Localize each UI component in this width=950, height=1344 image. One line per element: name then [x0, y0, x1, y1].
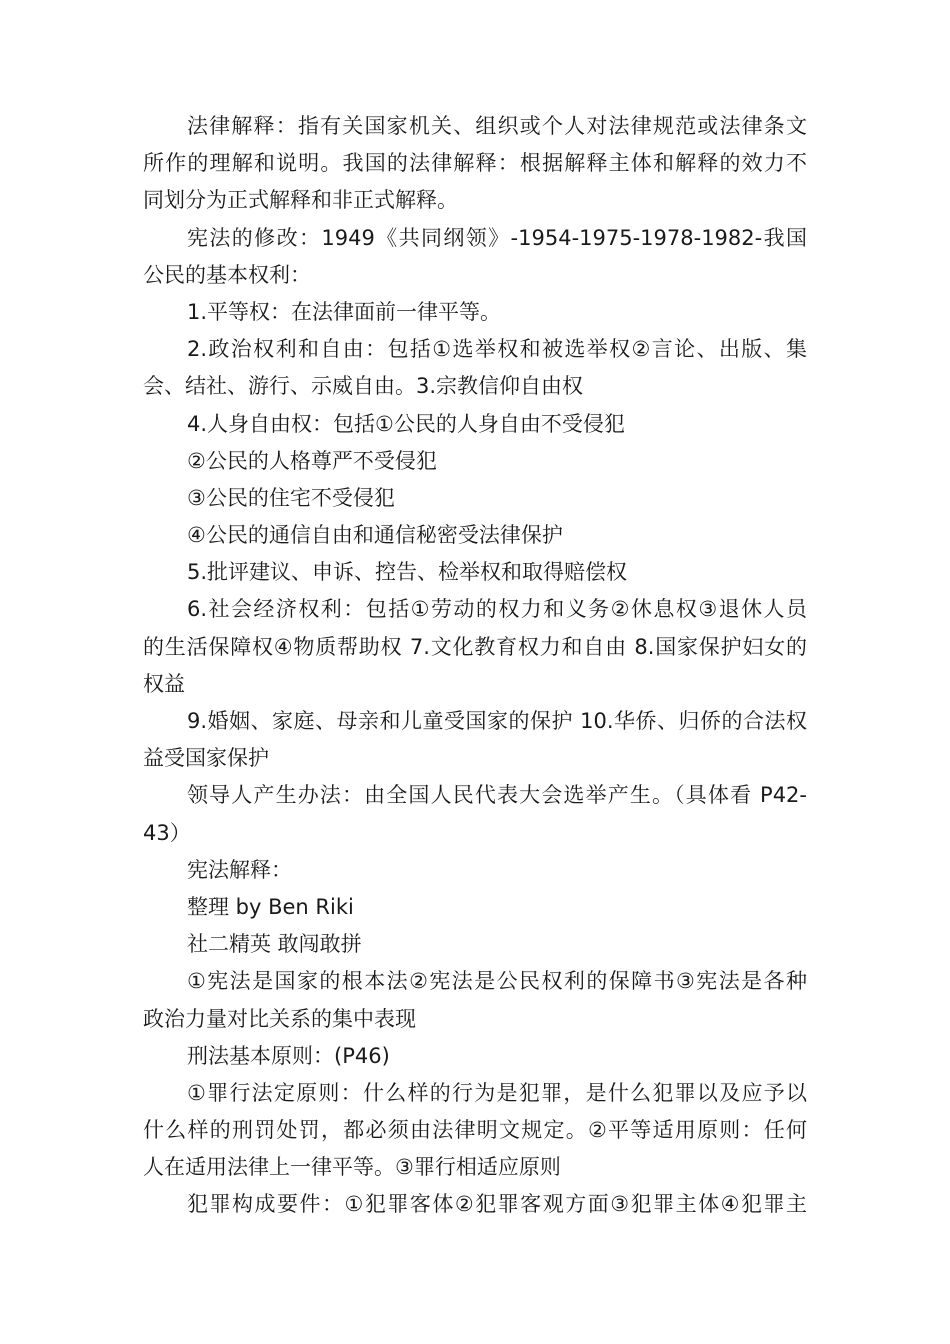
text-line: 权益: [143, 671, 185, 696]
text-line: 9.婚姻、家庭、母亲和儿童受国家的保护 10.华侨、归侨的合法权: [187, 709, 807, 733]
text-line: 宪法解释：: [187, 857, 292, 882]
text-line: 社二精英 敢闯敢拼: [187, 932, 362, 957]
document-page: [143, 108, 807, 1224]
text-line: 法律解释：指有关国家机关、组织或个人对法律规范或法律条文: [187, 114, 807, 138]
text-line: 1.平等权：在法律面前一律平等。: [187, 299, 502, 324]
text-line: ②公民的人格尊严不受侵犯: [187, 448, 437, 473]
text-line: 益受国家保护: [143, 746, 269, 771]
text-line: 43）: [143, 820, 191, 845]
text-line: ③公民的住宅不受侵犯: [187, 485, 395, 510]
text-line: 4.人身自由权：包括①公民的人身自由不受侵犯: [187, 411, 625, 436]
text-line: 领导人产生办法：由全国人民代表大会选举产生。（具体看 P42-: [187, 783, 807, 808]
text-line: ①罪行法定原则：什么样的行为是犯罪，是什么犯罪以及应予以: [187, 1080, 807, 1105]
text-line: 整理 by Ben Riki: [187, 894, 354, 919]
text-line: ④公民的通信自由和通信秘密受法律保护: [187, 523, 563, 548]
text-line: 犯罪构成要件：①犯罪客体②犯罪客观方面③犯罪主体④犯罪主: [187, 1192, 807, 1217]
text-line: ①宪法是国家的根本法②宪法是公民权利的保障书③宪法是各种: [187, 969, 807, 994]
text-line: 6.社会经济权利：包括①劳动的权力和义务②休息权③退休人员: [187, 597, 807, 622]
text-line: 宪法的修改：1949《共同纲领》-1954-1975-1978-1982-我国: [187, 225, 807, 250]
text-line: 人在适用法律上一律平等。③罪行相适应原则: [143, 1155, 561, 1180]
text-line: 2.政治权利和自由：包括①选举权和被选举权②言论、出版、集: [187, 337, 807, 362]
text-line: 同划分为正式解释和非正式解释。: [143, 188, 458, 213]
text-line: 公民的基本权利：: [143, 262, 311, 287]
text-line: 政治力量对比关系的集中表现: [143, 1006, 416, 1031]
text-line: 所作的理解和说明。我国的法律解释：根据解释主体和解释的效力不: [143, 151, 807, 176]
text-line: 5.批评建议、申诉、控告、检举权和取得赔偿权: [187, 560, 628, 585]
text-line: 什么样的刑罚处罚，都必须由法律明文规定。②平等适用原则：任何: [143, 1118, 807, 1143]
text-line: 会、结社、游行、示威自由。3.宗教信仰自由权: [143, 374, 584, 399]
text-line: 的生活保障权④物质帮助权 7.文化教育权力和自由 8.国家保护妇女的: [143, 634, 807, 659]
text-line: 刑法基本原则：(P46): [187, 1043, 390, 1068]
